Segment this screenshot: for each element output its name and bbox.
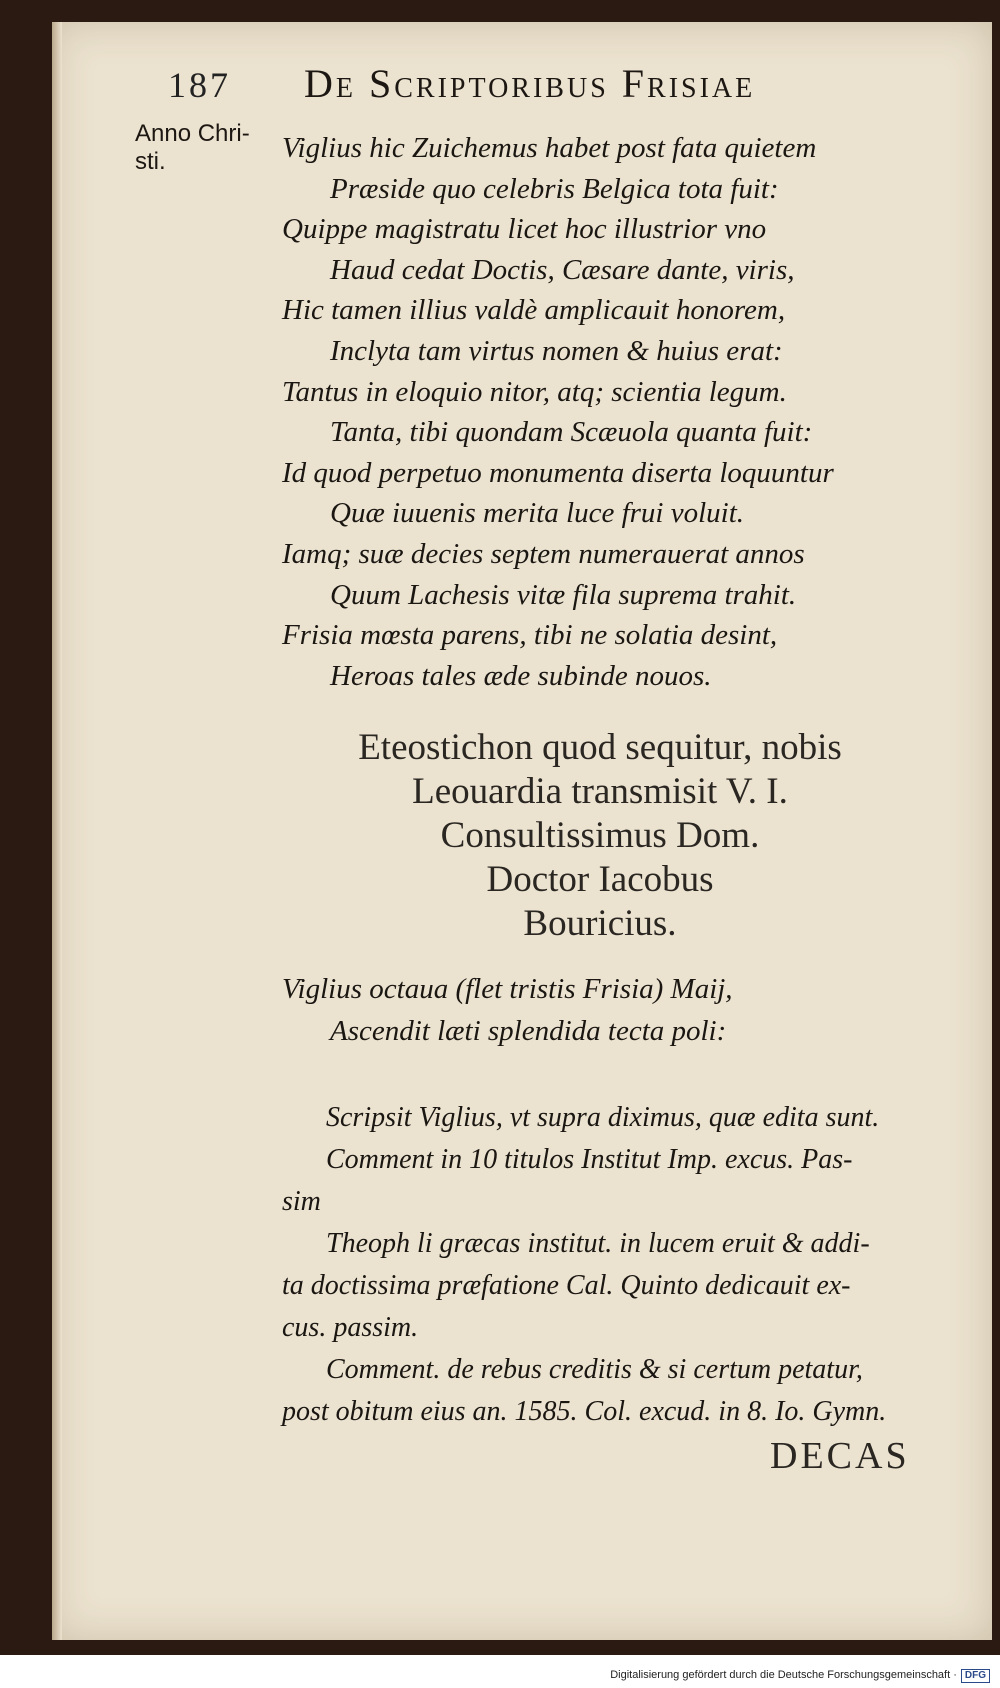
poem xyxy=(282,128,834,696)
poem-line: Tantus in eloquio nitor, atq; scientia legum. xyxy=(282,375,787,408)
works-line: sim xyxy=(282,1186,321,1217)
poem-line: Inclyta tam virtus nomen & huius erat: xyxy=(330,334,783,367)
poem-line: Id quod perpetuo monumenta diserta loquuntur xyxy=(282,456,834,489)
page-number: 187 xyxy=(168,65,231,105)
catchword: DECAS xyxy=(770,1435,910,1477)
poem-line: Quæ iuuenis merita luce frui voluit. xyxy=(330,497,745,530)
dfg-logo: DFG xyxy=(961,1669,990,1683)
heading-line: Bouricius. xyxy=(523,903,677,944)
poem-line: Iamq; suæ decies septem numerauerat annos xyxy=(282,537,805,570)
running-title: De Scriptoribus Frisiae xyxy=(304,61,756,106)
poem-line: Haud cedat Doctis, Cæsare dante, viris, xyxy=(330,253,795,286)
footer-text: Digitalisierung gefördert durch die Deutsche Forschungsgemeinschaft · xyxy=(610,1669,957,1681)
works-line: Comment. de rebus creditis & si certum petatur, xyxy=(326,1354,863,1385)
heading-line: Leouardia transmisit V. I. xyxy=(412,771,788,812)
epitaph-line: Viglius octaua (flet tristis Frisia) Maij, xyxy=(282,973,733,1005)
works-line: Comment in 10 titulos Institut Imp. excus. Pas- xyxy=(326,1144,853,1175)
poem-line: Quippe magistratu licet hoc illustrior vno xyxy=(282,213,767,246)
eteostichon-heading xyxy=(280,726,920,946)
poem-line: Tanta, tibi quondam Scæuola quanta fuit: xyxy=(330,416,813,449)
margin-note xyxy=(135,120,285,176)
poem-line: Heroas tales æde subinde nouos. xyxy=(330,659,712,692)
works-line: Theoph li græcas institut. in lucem eruit & addi- xyxy=(326,1228,870,1259)
epitaph xyxy=(282,968,733,1052)
poem-line: Frisia mœsta parens, tibi ne solatia desint, xyxy=(282,619,778,652)
margin-note-line: sti. xyxy=(135,148,166,175)
page-gutter-shadow xyxy=(52,22,62,1640)
poem-line: Quum Lachesis vitæ fila suprema trahit. xyxy=(330,578,797,611)
margin-note-line: Anno Chri- xyxy=(135,120,250,147)
heading-line: Eteostichon quod sequitur, nobis xyxy=(358,727,842,768)
heading-line: Consultissimus Dom. xyxy=(440,815,760,856)
heading-line: Doctor Iacobus xyxy=(486,859,714,900)
works-line: ta doctissima præfatione Cal. Quinto dedicauit ex- xyxy=(282,1270,851,1301)
poem-line: Præside quo celebris Belgica tota fuit: xyxy=(330,172,779,205)
poem-line: Hic tamen illius valdè amplicauit honorem, xyxy=(282,294,786,327)
epitaph-line: Ascendit læti splendida tecta poli: xyxy=(330,1015,727,1047)
poem-line: Viglius hic Zuichemus habet post fata quietem xyxy=(282,132,817,164)
digitization-footer xyxy=(610,1669,990,1683)
works-line: post obitum eius an. 1585. Col. excud. in 8. Io. Gymn. xyxy=(282,1396,887,1427)
works-line: Scripsit Viglius, vt supra diximus, quæ edita sunt. xyxy=(326,1102,880,1133)
works-line: cus. passim. xyxy=(282,1312,419,1343)
running-head xyxy=(168,60,928,107)
works-list xyxy=(282,1097,912,1433)
